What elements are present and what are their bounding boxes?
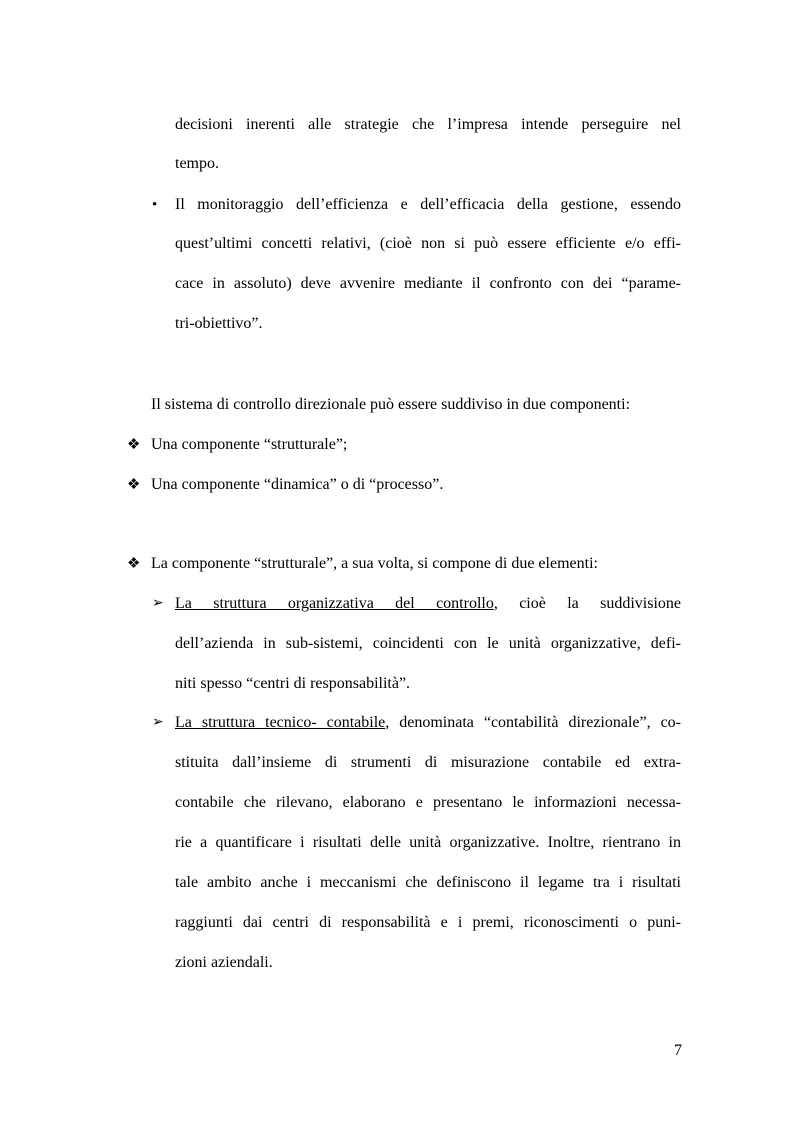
paragraph-line: quest’ultimi concetti relativi, (cioè non si può essere efficiente e/o effi- [175,235,681,252]
diamond-bullet-icon: ❖ [127,556,141,572]
paragraph-line: Il monitoraggio dell’efficienza e dell’efficacia della gestione, essendo [175,196,681,213]
underlined-term: La struttura organizzativa del controllo [175,595,494,612]
paragraph-line: cace in assoluto) deve avvenire mediante il confronto con dei “parame- [175,275,681,292]
intro-paragraph: Il sistema di controllo direzionale può essere suddiviso in due componenti: [151,396,631,413]
bullet-marker: • [152,197,158,213]
list-item: Una componente “dinamica” o di “processo”. [151,476,444,493]
arrow-bullet-icon: ➢ [152,596,164,611]
page-number: 7 [674,1042,682,1059]
paragraph-line: raggiunti dai centri di responsabilità e i premi, riconoscimenti o puni- [175,914,681,931]
paragraph-line: zioni aziendali. [175,954,273,971]
paragraph-line: tri-obiettivo”. [175,315,263,332]
paragraph-line: contabile che rilevano, elaborano e presentano le informazioni necessa- [175,794,681,811]
paragraph-line [175,713,681,733]
paragraph-line: rie a quantificare i risultati delle unità organizzative. Inoltre, rientrano in [175,834,681,851]
list-item: La componente “strutturale”, a sua volta, si compone di due elementi: [151,555,598,572]
term-continuation: , denominata “contabilità direzionale”, co- [385,714,682,731]
term-continuation: , cioè la suddivisione [493,595,681,612]
paragraph-line: niti spesso “centri di responsabilità”. [175,675,411,692]
paragraph-line: tempo. [175,155,219,172]
diamond-bullet-icon: ❖ [127,437,141,453]
diamond-bullet-icon: ❖ [127,477,141,493]
paragraph-line [175,594,681,614]
paragraph-line: decisioni inerenti alle strategie che l’impresa intende perseguire nel [175,116,681,133]
arrow-bullet-icon: ➢ [152,715,164,730]
paragraph-line: stituita dall’insieme di strumenti di misurazione contabile ed extra- [175,754,681,771]
list-item: Una componente “strutturale”; [151,436,348,453]
paragraph-line: tale ambito anche i meccanismi che definiscono il legame tra i risultati [175,874,681,891]
underlined-term: La struttura tecnico- contabile [175,714,386,731]
paragraph-line: dell’azienda in sub-sistemi, coincidenti con le unità organizzative, defi- [175,635,681,652]
